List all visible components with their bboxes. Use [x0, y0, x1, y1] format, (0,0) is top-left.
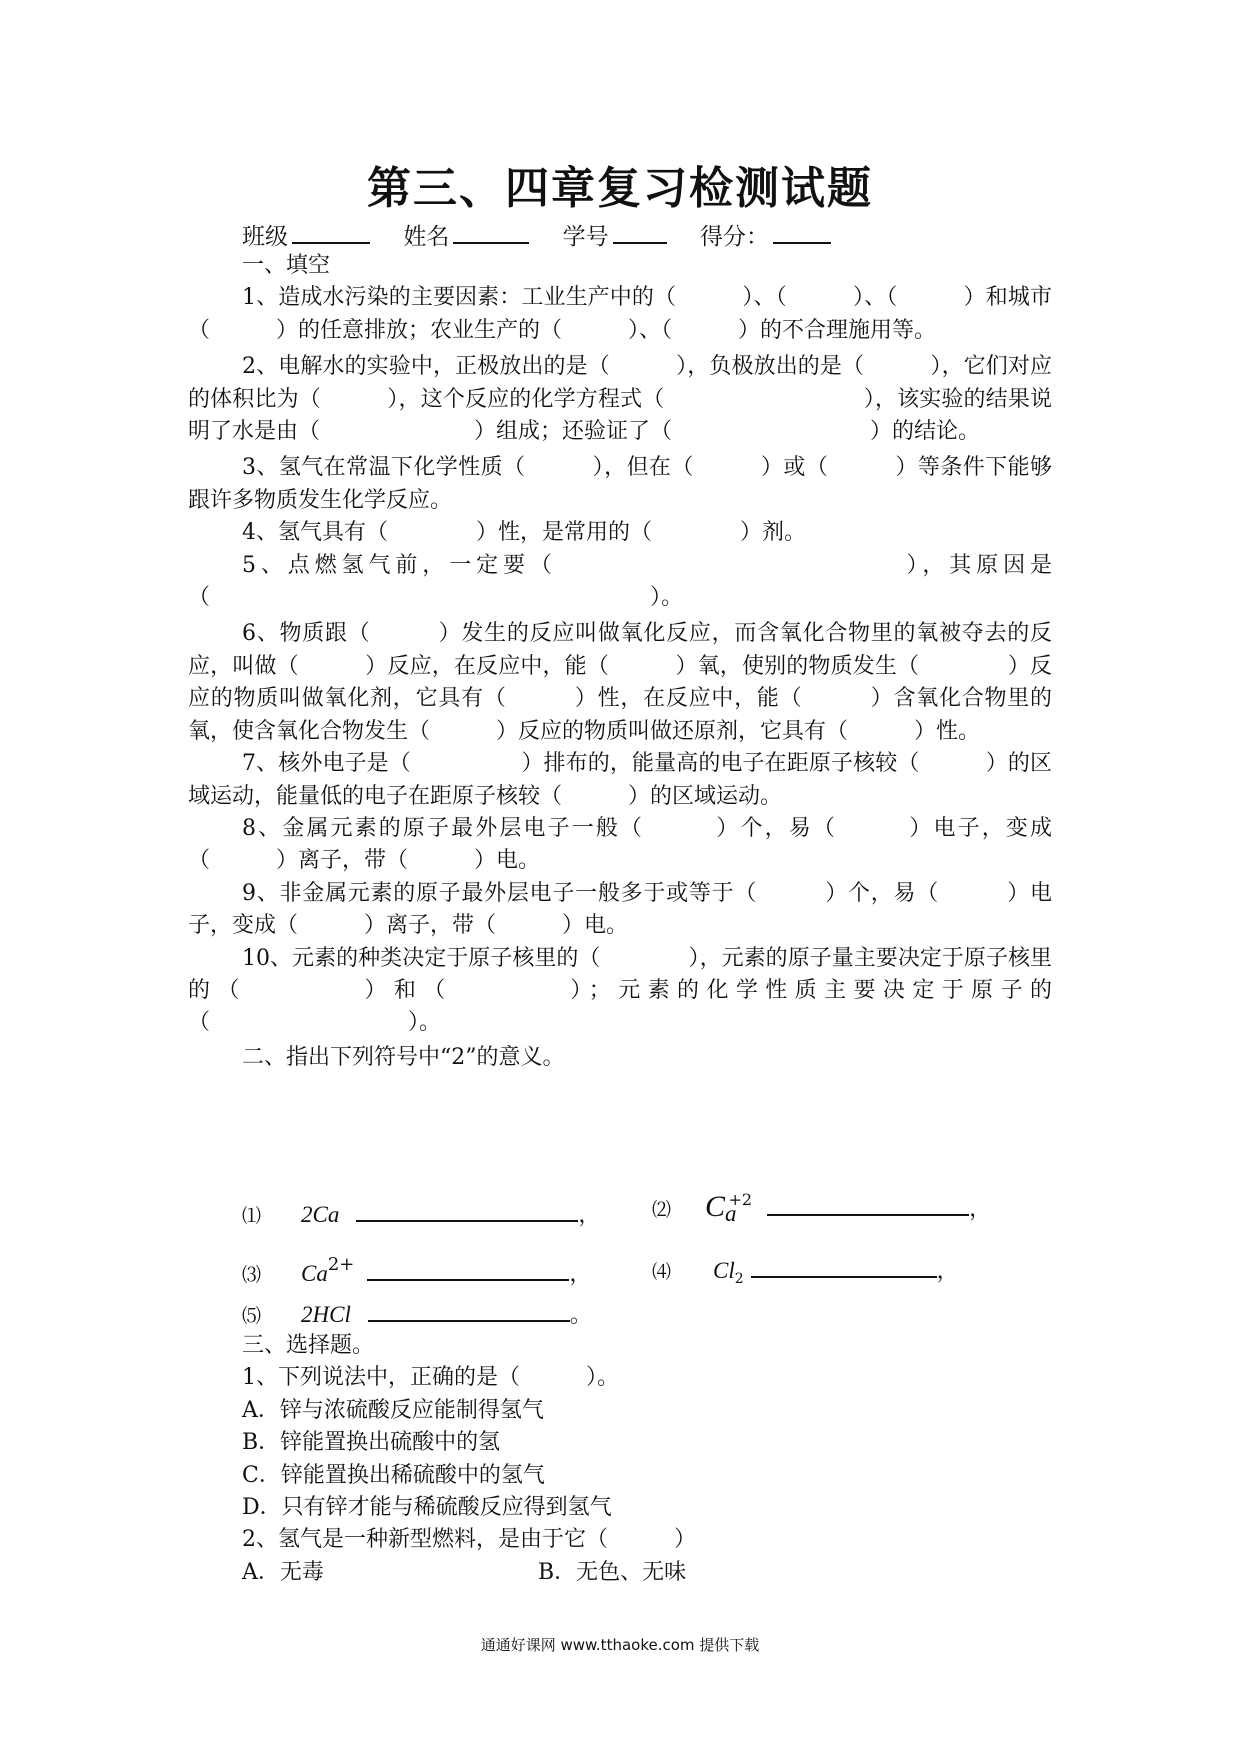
- choice-q2-option-b: B．无色、无味: [538, 1559, 687, 1585]
- answer-line[interactable]: [367, 1261, 569, 1281]
- symbol-subscript: 2: [734, 1271, 744, 1287]
- item-number: ⑷: [652, 1261, 672, 1283]
- question-5: 5、点燃氢气前，一定要（ ），其原因是（ ）。: [188, 552, 1052, 611]
- item-number: ⑸: [242, 1305, 262, 1327]
- question-10: 10、元素的种类决定于原子核里的（ ），元素的原子量主要决定于原子核里的（ ）和（ ）；元素的化学性质主要决定于原子的（ ）。: [188, 945, 1052, 1036]
- choice-option-a: A．锌与浓硫酸反应能制得氢气: [242, 1397, 544, 1423]
- name-blank[interactable]: [453, 220, 529, 244]
- student-info-row: [242, 218, 857, 251]
- answer-line[interactable]: [368, 1302, 570, 1322]
- question-3: 3、氢气在常温下化学性质（ ），但在（ ）或（ ）等条件下能够跟许多物质发生化学反应。: [188, 455, 1052, 513]
- item-number: ⑶: [242, 1264, 262, 1286]
- symbol-expression: C: [705, 1190, 726, 1223]
- class-label: 班级: [242, 224, 288, 250]
- item-punct: ，: [969, 1197, 992, 1222]
- section3-heading: 三、选择题。: [242, 1333, 375, 1358]
- footer-credit: 通通好课网 www.tthaoke.com 提供下载: [480, 1636, 760, 1654]
- choice-option-d: D．只有锌才能与稀硫酸反应得到氢气: [242, 1495, 612, 1521]
- choice-q2-options: [188, 1557, 1052, 1589]
- question-1: 1、造成水污染的主要因素：工业生产中的（ ）、（ ）、（ ）和城市（ ）的任意排放；农业生产的（ ）、（ ）的不合理施用等。: [188, 285, 1052, 343]
- item-punct: ，: [578, 1203, 601, 1228]
- choice-question-1: 1、下列说法中，正确的是（ ）。: [242, 1365, 619, 1391]
- section2-heading: 二、指出下列符号中“2”的意义。: [242, 1044, 565, 1070]
- page-title: 第三、四章复习检测试题: [367, 163, 873, 214]
- question-7: 7、核外电子是（ ）排布的，能量高的电子在距原子核较（ ）的区域运动，能量低的电子在距原子核较（ ）的区域运动。: [188, 751, 1052, 809]
- question-9: 9、非金属元素的原子最外层电子一般多于或等于（ ）个，易（ ）电子，变成（ ）离子，带（ ）电。: [188, 880, 1052, 939]
- choice-option-b: B．锌能置换出硫酸中的氢: [242, 1430, 501, 1456]
- question-2: 2、电解水的实验中，正极放出的是（ ），负极放出的是（ ），它们对应的体积比为（ ），这个反应的化学方程式（ ），该实验的结果说明了水是由（ ）组成；还验证了（ ）的结论。: [188, 354, 1052, 445]
- question-8: 8、金属元素的原子最外层电子一般（ ）个，易（ ）电子，变成（ ）离子，带（ ）电。: [188, 815, 1052, 874]
- choice-option-c: C．锌能置换出稀硫酸中的氢气: [242, 1462, 545, 1488]
- symbol-row-4: [652, 1254, 959, 1287]
- symbol-row-5: [242, 1298, 592, 1329]
- symbol-expression: Cl: [713, 1258, 735, 1283]
- number-label: 学号: [562, 224, 609, 250]
- item-punct: 。: [569, 1303, 592, 1328]
- class-blank[interactable]: [292, 220, 370, 244]
- symbol-row-2: [652, 1190, 991, 1227]
- choice-question-2: 2、氢气是一种新型燃料，是由于它（ ）: [242, 1527, 696, 1553]
- answer-line[interactable]: [767, 1196, 969, 1216]
- number-blank[interactable]: [613, 220, 667, 244]
- symbol-expression: Ca: [301, 1261, 328, 1286]
- question-4: 4、氢气具有（ ）性，是常用的（ ）剂。: [242, 520, 806, 546]
- question-6: 6、物质跟（ ）发生的反应叫做氧化反应，而含氧化合物里的氧被夺去的反应，叫做（ ）反应，在反应中，能（ ）氧，使别的物质发生（ ）反应的物质叫做氧化剂，它具有（ ）性，在反应中，能（ ）含氧化合物里的氧，使含氧化合物发生（ ）反应的物质叫做还原剂，它具有（ ）性。: [188, 621, 1052, 744]
- symbol-expression: 2HCl: [301, 1302, 351, 1327]
- symbol-subscript: a: [725, 1201, 737, 1226]
- score-blank[interactable]: [773, 220, 831, 244]
- symbol-superscript: +2: [728, 1190, 753, 1209]
- item-number: ⑵: [652, 1199, 672, 1221]
- name-label: 姓名: [403, 224, 450, 250]
- item-number: ⑴: [242, 1205, 262, 1227]
- answer-line[interactable]: [751, 1258, 937, 1278]
- answer-line[interactable]: [356, 1202, 578, 1222]
- score-label: 得分：: [699, 224, 769, 250]
- symbol-row-1: [242, 1198, 600, 1229]
- choice-section: [188, 1330, 1052, 1589]
- item-punct: ，: [569, 1262, 592, 1287]
- fill-in-section: [188, 250, 1052, 1074]
- item-punct: ，: [936, 1259, 959, 1284]
- symbol-superscript: 2+: [327, 1254, 355, 1275]
- symbol-expression: 2Ca: [301, 1202, 340, 1227]
- section1-heading: 一、填空: [242, 253, 331, 278]
- choice-q2-option-a: A．无毒: [242, 1559, 324, 1585]
- symbol-row-3: [242, 1254, 591, 1288]
